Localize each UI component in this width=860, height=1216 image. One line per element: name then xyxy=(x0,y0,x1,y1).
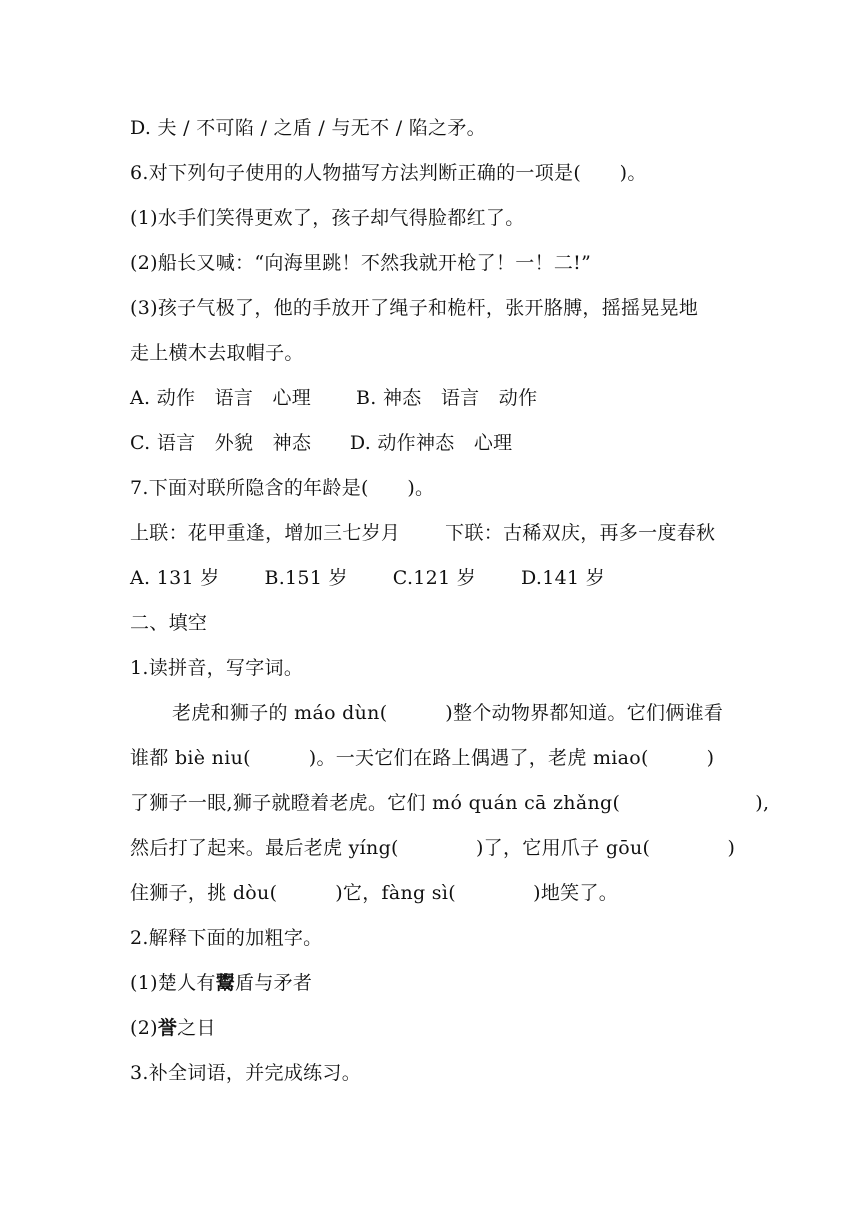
option-d-line: D. 夫 / 不可陷 / 之盾 / 与无不 / 陷之矛。 xyxy=(130,117,486,139)
sentence-2: (2)船长又喊：“向海里跳！不然我就开枪了！一！二!” xyxy=(130,252,592,274)
pinyin-paragraph-line-2: 谁都 biè niu( )。一天它们在路上偶遇了，老虎 miao( ) xyxy=(130,747,715,769)
explain-item-2-suffix: 之日 xyxy=(177,1017,216,1039)
explain-item-1-prefix: (1)楚人有 xyxy=(130,972,216,994)
pinyin-paragraph-line-3: 了狮子一眼,狮子就瞪着老虎。它们 mó quán cā zhǎng( ), xyxy=(130,792,770,814)
sentence-3: (3)孩子气极了，他的手放开了绳子和桅杆，张开胳膊，摇摇晃晃地 xyxy=(130,297,699,319)
fill-in-question-1: 1.读拼音，写字词。 xyxy=(130,657,304,679)
question-6: 6.对下列句子使用的人物描写方法判断正确的一项是( )。 xyxy=(130,162,647,184)
q7-options: A. 131 岁 B.151 岁 C.121 岁 D.141 岁 xyxy=(130,567,606,589)
fill-in-question-3: 3.补全词语，并完成练习。 xyxy=(130,1062,362,1084)
q6-options-cd: C. 语言 外貌 神态 D. 动作神态 心理 xyxy=(130,432,513,454)
sentence-3-continued: 走上横木去取帽子。 xyxy=(130,342,304,364)
explain-item-1 xyxy=(130,970,312,996)
explain-item-1-suffix: 盾与矛者 xyxy=(235,972,313,994)
pinyin-paragraph-line-5: 住狮子，挑 dòu( )它，fàng sì( )地笑了。 xyxy=(130,882,619,904)
bold-character: 鬻 xyxy=(215,972,236,994)
q6-options-ab: A. 动作 语言 心理 B. 神态 语言 动作 xyxy=(130,387,538,409)
section-heading-fill-in: 二、填空 xyxy=(130,612,208,634)
question-7: 7.下面对联所隐含的年龄是( )。 xyxy=(130,477,435,499)
pinyin-paragraph-line-1: 老虎和狮子的 máo dùn( )整个动物界都知道。它们俩谁看 xyxy=(172,702,724,724)
sentence-1: (1)水手们笑得更欢了，孩子却气得脸都红了。 xyxy=(130,207,525,229)
explain-item-2 xyxy=(130,1015,216,1041)
couplet-line: 上联：花甲重逢，增加三七岁月 下联：古稀双庆，再多一度春秋 xyxy=(130,522,716,544)
fill-in-question-2: 2.解释下面的加粗字。 xyxy=(130,927,323,949)
bold-character: 誉 xyxy=(157,1017,178,1039)
explain-item-2-prefix: (2) xyxy=(130,1017,158,1039)
pinyin-paragraph-line-4: 然后打了起来。最后老虎 yíng( )了，它用爪子 gōu( ) xyxy=(130,837,736,859)
